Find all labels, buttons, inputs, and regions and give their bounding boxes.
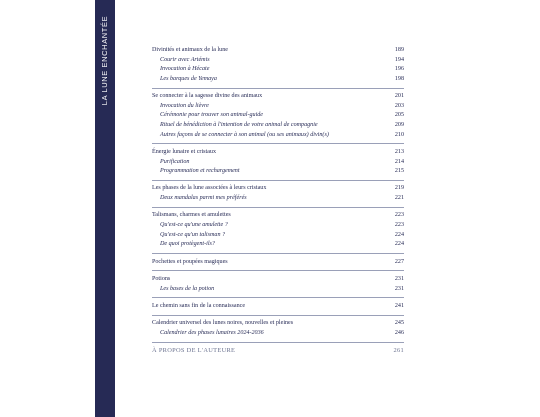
toc-subentry-title: Deux mandalas parmi mes préférés (160, 195, 247, 202)
toc-subentry (152, 131, 404, 141)
toc-subentry-title: Les bases de la potion (160, 285, 215, 292)
toc-subentry-title: Les barques de Yemaya (160, 75, 217, 82)
toc-section-page-number: 189 (394, 47, 404, 53)
toc-subentry (152, 121, 404, 131)
toc-subentry (152, 231, 404, 241)
toc-subentry-page-number: 224 (394, 241, 404, 248)
toc-subentry-title: Programmation et rechargement (160, 168, 240, 175)
spine-band (95, 0, 115, 417)
toc-subentry-title: Qu'est-ce qu'un talisman ? (160, 231, 226, 238)
toc-section-title: Divinités et animaux de la lune (152, 47, 228, 53)
divider (152, 297, 404, 298)
toc-subentry-title: Rituel de bénédiction à l'intention de votre animal de compagnie (160, 121, 318, 128)
toc-subentry (152, 56, 404, 66)
toc-subentry-page-number: 198 (394, 75, 404, 82)
toc-subentry-page-number: 194 (394, 56, 404, 63)
toc-section-title: Se connecter à la sagesse divine des animaux (152, 93, 263, 100)
toc-subentry (152, 240, 404, 250)
divider (152, 270, 404, 271)
toc-section-title: Talismans, charmes et amulettes (152, 212, 231, 219)
toc-section-page-number: 223 (394, 212, 404, 219)
toc-subentry-title: De quoi protègent-ils? (160, 241, 215, 248)
toc-subentry (152, 329, 404, 339)
toc-section (152, 258, 404, 268)
toc-section-title: Les phases de la lune associées à leurs cristaux (152, 185, 267, 192)
toc-section (152, 46, 404, 56)
toc-section-page-number: 231 (394, 275, 404, 282)
toc-section-title: Pochettes et poupées magiques (152, 258, 228, 265)
toc-section-page-number: 241 (394, 302, 404, 309)
toc-subentry (152, 221, 404, 231)
toc-subentry-title: Autres façons de se connecter à son animal (ou ses animaux) divin(s) (160, 131, 329, 138)
toc-section-title: Potions (152, 275, 171, 282)
toc-subentry-page-number: 214 (394, 158, 404, 165)
toc-subentry (152, 111, 404, 121)
toc-section-title: Calendrier universel des lunes noires, nouvelles et pleines (152, 320, 294, 327)
toc-section-page-number: 201 (394, 93, 404, 100)
toc-about-author-page-number: 261 (393, 347, 404, 355)
toc-subentry-title: Cérémonie pour trouver son animal-guide (160, 112, 264, 119)
toc-subentry-page-number: 196 (394, 66, 404, 73)
toc-subentry (152, 194, 404, 204)
divider (152, 315, 404, 316)
toc-subentry-title: Purification (160, 158, 190, 165)
toc-about-author-title: À PROPOS DE L'AUTEURE (152, 347, 236, 355)
toc-subentry-page-number: 224 (394, 231, 404, 238)
toc-subentry (152, 285, 404, 295)
toc-section-page-number: 213 (394, 148, 404, 155)
toc-section (152, 92, 404, 102)
toc-subentry-title: Invocation à Hécate (160, 66, 210, 73)
toc-subentry (152, 75, 404, 85)
toc-section (152, 275, 404, 285)
toc-section-page-number: 245 (394, 320, 404, 327)
toc-section-page-number: 219 (394, 185, 404, 192)
toc-subentry-page-number: 205 (394, 112, 404, 119)
spine-title-wrap (95, 0, 115, 120)
divider (152, 342, 404, 343)
toc-subentry-title: Calendrier des phases lunaires 2024-2036 (160, 329, 264, 336)
toc-section (152, 184, 404, 194)
toc-section (152, 302, 404, 312)
toc-section (152, 148, 404, 158)
toc-subentry-page-number: 209 (394, 121, 404, 128)
toc-subentry-page-number: 246 (394, 329, 404, 336)
toc-subentry (152, 167, 404, 177)
toc-section (152, 211, 404, 221)
divider (152, 207, 404, 208)
toc-subentry (152, 102, 404, 112)
toc-subentry-page-number: 210 (394, 131, 404, 138)
table-of-contents (152, 46, 404, 356)
divider (152, 180, 404, 181)
spine-title: LA LUNE ENCHANTÉE (100, 15, 110, 105)
toc-section-title: Énergie lunaire et cristaux (152, 148, 217, 155)
toc-section (152, 319, 404, 329)
divider (152, 143, 404, 144)
toc-about-author (152, 346, 404, 356)
toc-subentry-page-number: 203 (394, 102, 404, 109)
toc-subentry-page-number: 231 (394, 285, 404, 292)
toc-subentry (152, 158, 404, 168)
toc-section-title: Le chemin sans fin de la connaissance (152, 302, 246, 309)
toc-subentry-title: Qu'est-ce qu'une amulette ? (160, 222, 228, 229)
toc-subentry (152, 65, 404, 75)
toc-subentry-page-number: 221 (394, 195, 404, 202)
toc-subentry-title: Courir avec Artémis (160, 56, 210, 63)
divider (152, 253, 404, 254)
toc-subentry-page-number: 223 (394, 222, 404, 229)
toc-subentry-page-number: 215 (394, 168, 404, 175)
toc-section-page-number: 227 (394, 258, 404, 265)
divider (152, 88, 404, 89)
toc-subentry-title: Invocation du lièvre (160, 102, 209, 109)
